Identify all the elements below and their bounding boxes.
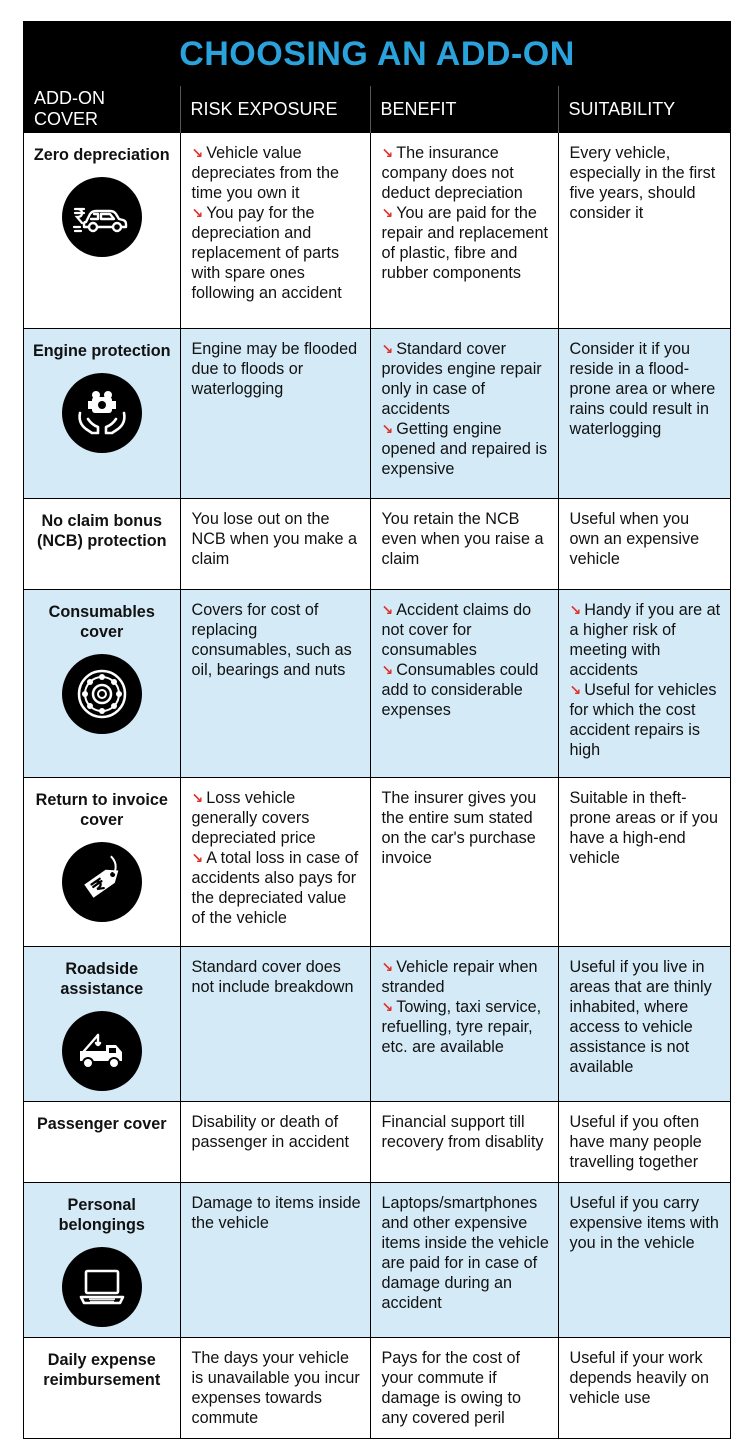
suitability-point — [570, 957, 723, 1077]
suitability-text: Every vehicle, especially in the first five years, should consider it — [569, 144, 716, 222]
benefit-text: Laptops/smartphones and other expensive items inside the vehicle are paid for in case of damage during an accident — [381, 1194, 549, 1312]
risk-exposure-point — [192, 1112, 362, 1152]
suitability-cell — [558, 1183, 730, 1338]
suitability-point — [570, 1112, 723, 1172]
add-on-name: Zero depreciation — [33, 146, 170, 164]
suitability-cell — [558, 778, 730, 947]
red-arrow-icon: ↘ — [381, 602, 394, 618]
table-row-no-claim-bonus-ncb-protection — [24, 499, 730, 590]
add-on-table-sheet — [23, 21, 731, 1439]
suitability-point — [570, 600, 723, 680]
benefit-text: Vehicle repair when stranded — [381, 958, 538, 996]
suitability-text: Suitable in theft-prone areas or if you have a high-end vehicle — [569, 789, 718, 867]
tow-truck-icon — [62, 1011, 142, 1091]
add-on-cover-cell — [24, 947, 180, 1102]
red-arrow-icon: ↘ — [381, 421, 394, 437]
add-on-cover-cell — [24, 590, 180, 778]
risk-exposure-text: Covers for cost of replacing consumables, such as oil, bearings and nuts — [191, 601, 352, 679]
suitability-text: Useful if you live in areas that are thinly inhabited, where access to vehicle assistance is not available — [569, 958, 712, 1076]
add-on-table — [24, 86, 730, 1438]
suitability-text: Useful when you own an expensive vehicle — [569, 510, 700, 568]
red-arrow-icon: ↘ — [569, 602, 582, 618]
add-on-cover-cell — [24, 1102, 180, 1183]
risk-exposure-cell — [180, 1183, 370, 1338]
risk-exposure-point — [192, 1348, 362, 1428]
benefit-text: Financial support till recovery from disablity — [381, 1113, 544, 1151]
add-on-cover-cell — [24, 778, 180, 947]
benefit-text: Accident claims do not cover for consumables — [381, 601, 532, 659]
risk-exposure-point — [192, 143, 362, 203]
benefit-point — [382, 509, 550, 569]
benefit-cell — [370, 499, 558, 590]
car-rupee-icon — [62, 177, 142, 257]
suitability-point — [570, 680, 723, 760]
table-body — [24, 133, 730, 1439]
benefit-text: Pays for the cost of your commute if damage is owing to any covered peril — [381, 1349, 521, 1427]
add-on-name: Consumables cover — [48, 603, 155, 641]
header-add-on-cover: ADD-ON COVER — [24, 86, 180, 133]
suitability-point — [570, 1348, 723, 1408]
header-risk-exposure: RISK EXPOSURE — [180, 86, 370, 133]
benefit-text: Towing, taxi service, refuelling, tyre repair, etc. are available — [381, 998, 542, 1056]
benefit-point — [382, 997, 550, 1057]
red-arrow-icon: ↘ — [381, 205, 394, 221]
add-on-name: Personal belongings — [58, 1196, 145, 1234]
add-on-cover-cell — [24, 1338, 180, 1439]
benefit-point — [382, 1112, 550, 1152]
risk-exposure-point — [192, 848, 362, 928]
table-row-personal-belongings — [24, 1183, 730, 1338]
table-row-consumables-cover — [24, 590, 730, 778]
benefit-point — [382, 600, 550, 660]
risk-exposure-point — [192, 600, 362, 680]
risk-exposure-cell — [180, 778, 370, 947]
red-arrow-icon: ↘ — [191, 790, 204, 806]
table-row-daily-expense-reimbursement — [24, 1338, 730, 1439]
benefit-text: You are paid for the repair and replacement of plastic, fibre and rubber components — [381, 204, 548, 282]
page-title: CHOOSING AN ADD-ON — [24, 22, 730, 86]
red-arrow-icon: ↘ — [381, 999, 394, 1015]
risk-exposure-cell — [180, 499, 370, 590]
table-row-engine-protection — [24, 329, 730, 499]
risk-exposure-text: Engine may be flooded due to floods or waterlogging — [191, 340, 358, 398]
benefit-cell — [370, 778, 558, 947]
risk-exposure-text: Damage to items inside the vehicle — [191, 1194, 361, 1232]
red-arrow-icon: ↘ — [381, 959, 394, 975]
benefit-cell — [370, 133, 558, 329]
benefit-cell — [370, 947, 558, 1102]
risk-exposure-point — [192, 203, 362, 303]
risk-exposure-point — [192, 509, 362, 569]
bearing-icon — [62, 654, 142, 734]
risk-exposure-text: A total loss in case of accidents also pays for the depreciated value of the vehicle — [191, 849, 359, 927]
risk-exposure-cell — [180, 133, 370, 329]
table-row-zero-depreciation — [24, 133, 730, 329]
suitability-cell — [558, 499, 730, 590]
risk-exposure-text: Standard cover does not include breakdown — [191, 958, 354, 996]
suitability-cell — [558, 590, 730, 778]
suitability-point — [570, 143, 723, 223]
benefit-point — [382, 1193, 550, 1313]
table-row-return-to-invoice-cover — [24, 778, 730, 947]
price-tag-icon — [62, 842, 142, 922]
risk-exposure-cell — [180, 590, 370, 778]
benefit-point — [382, 788, 550, 868]
suitability-point — [570, 509, 723, 569]
add-on-cover-cell — [24, 499, 180, 590]
risk-exposure-text: The days your vehicle is unavailable you incur expenses towards commute — [191, 1349, 360, 1427]
benefit-point — [382, 203, 550, 283]
risk-exposure-text: You lose out on the NCB when you make a claim — [191, 510, 358, 568]
benefit-cell — [370, 590, 558, 778]
risk-exposure-cell — [180, 1102, 370, 1183]
risk-exposure-point — [192, 788, 362, 848]
benefit-text: Getting engine opened and repaired is expensive — [381, 420, 548, 478]
red-arrow-icon: ↘ — [191, 205, 204, 221]
red-arrow-icon: ↘ — [381, 662, 394, 678]
header-row — [24, 86, 730, 133]
benefit-cell — [370, 1338, 558, 1439]
red-arrow-icon: ↘ — [191, 145, 204, 161]
add-on-cover-cell — [24, 133, 180, 329]
suitability-cell — [558, 329, 730, 499]
suitability-point — [570, 339, 723, 439]
benefit-text: The insurer gives you the entire sum stated on the car's purchase invoice — [381, 789, 537, 867]
suitability-cell — [558, 1102, 730, 1183]
add-on-name: Passenger cover — [36, 1115, 167, 1133]
add-on-name: Engine protection — [32, 342, 171, 360]
benefit-cell — [370, 1183, 558, 1338]
benefit-text: Standard cover provides engine repair only in case of accidents — [381, 340, 542, 418]
risk-exposure-cell — [180, 947, 370, 1102]
benefit-cell — [370, 1102, 558, 1183]
benefit-point — [382, 1348, 550, 1428]
benefit-point — [382, 419, 550, 479]
add-on-name: Daily expense reimbursement — [43, 1351, 161, 1389]
suitability-text: Useful if your work depends heavily on vehicle use — [569, 1349, 709, 1407]
benefit-text: You retain the NCB even when you raise a claim — [381, 510, 544, 568]
benefit-text: Consumables could add to considerable expenses — [381, 661, 539, 719]
risk-exposure-point — [192, 339, 362, 399]
risk-exposure-point — [192, 1193, 362, 1233]
benefit-point — [382, 957, 550, 997]
suitability-text: Useful for vehicles for which the cost accident repairs is high — [569, 681, 717, 759]
suitability-text: Useful if you often have many people travelling together — [569, 1113, 702, 1171]
add-on-name: Roadside assistance — [60, 960, 144, 998]
add-on-name: No claim bonus (NCB) protection — [37, 512, 167, 550]
suitability-text: Handy if you are at a higher risk of meeting with accidents — [569, 601, 721, 679]
risk-exposure-text: Loss vehicle generally covers depreciated price — [191, 789, 316, 847]
risk-exposure-point — [192, 957, 362, 997]
engine-hands-icon — [62, 373, 142, 453]
benefit-point — [382, 339, 550, 419]
benefit-point — [382, 660, 550, 720]
benefit-cell — [370, 329, 558, 499]
benefit-text: The insurance company does not deduct depreciation — [381, 144, 523, 202]
laptop-icon — [62, 1247, 142, 1327]
risk-exposure-text: Disability or death of passenger in accident — [191, 1113, 349, 1151]
table-row-passenger-cover — [24, 1102, 730, 1183]
suitability-point — [570, 788, 723, 868]
red-arrow-icon: ↘ — [381, 341, 394, 357]
red-arrow-icon: ↘ — [569, 682, 582, 698]
suitability-point — [570, 1193, 723, 1253]
header-suitability: SUITABILITY — [558, 86, 730, 133]
table-row-roadside-assistance — [24, 947, 730, 1102]
suitability-cell — [558, 947, 730, 1102]
red-arrow-icon: ↘ — [191, 850, 204, 866]
risk-exposure-cell — [180, 1338, 370, 1439]
risk-exposure-text: You pay for the depreciation and replacement of parts with spare ones following an accident — [191, 204, 342, 302]
suitability-text: Useful if you carry expensive items with you in the vehicle — [569, 1194, 719, 1252]
add-on-name: Return to invoice cover — [35, 791, 168, 829]
suitability-text: Consider it if you reside in a flood-prone area or where rains could result in waterlogging — [569, 340, 716, 438]
risk-exposure-cell — [180, 329, 370, 499]
benefit-point — [382, 143, 550, 203]
add-on-cover-cell — [24, 1183, 180, 1338]
add-on-cover-cell — [24, 329, 180, 499]
header-benefit: BENEFIT — [370, 86, 558, 133]
red-arrow-icon: ↘ — [381, 145, 394, 161]
suitability-cell — [558, 133, 730, 329]
risk-exposure-text: Vehicle value depreciates from the time you own it — [191, 144, 340, 202]
suitability-cell — [558, 1338, 730, 1439]
